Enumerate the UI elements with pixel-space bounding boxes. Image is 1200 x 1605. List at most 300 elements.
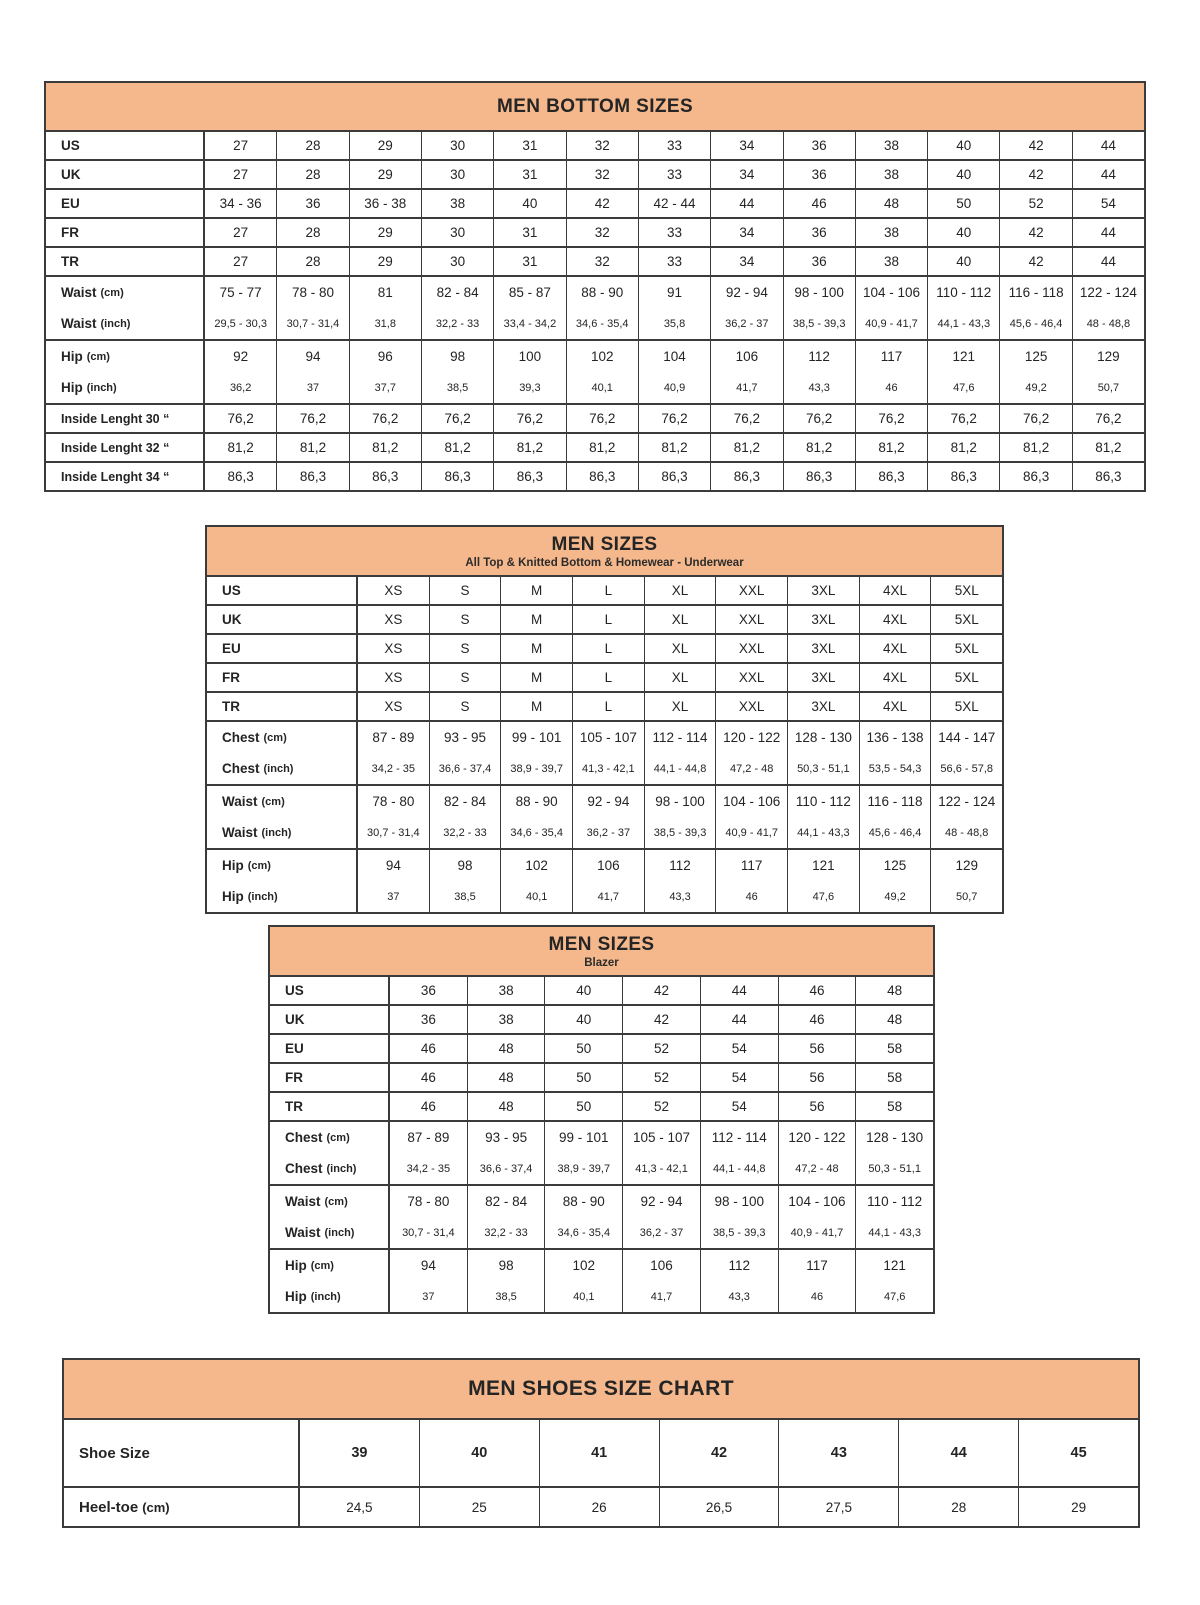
value-cell: M (501, 606, 573, 633)
table-title: MEN SIZES (548, 933, 655, 955)
table-subtitle: Blazer (584, 956, 619, 969)
row-eu (270, 1035, 933, 1062)
table-section (207, 693, 1002, 722)
row-label-us (46, 132, 205, 159)
value-cell: 30,7 - 31,4 (390, 1217, 468, 1248)
value-cell: 33 (639, 132, 711, 159)
value-cell: S (430, 606, 502, 633)
value-cell: 44 (899, 1420, 1019, 1486)
row-label-unit: (cm) (310, 1259, 334, 1272)
row-waist-cm (270, 1186, 933, 1217)
value-cell: 38,5 (468, 1281, 546, 1312)
value-cell: M (501, 577, 573, 604)
row-label-tr (207, 693, 358, 720)
value-cell: 81,2 (856, 434, 928, 461)
row-label-text: Hip (222, 889, 244, 904)
value-cell: 86,3 (711, 463, 783, 490)
value-cell: 30,7 - 31,4 (358, 817, 430, 848)
value-cell: 86,3 (422, 463, 494, 490)
value-cell: 40,1 (545, 1281, 623, 1312)
value-cell: XL (645, 577, 717, 604)
value-cell: 29 (350, 248, 422, 275)
value-cell: L (573, 693, 645, 720)
table-section (46, 434, 1144, 463)
value-cell: 31,8 (350, 308, 422, 339)
row-label-waist-inch (207, 817, 358, 848)
value-cell: 43,3 (784, 372, 856, 403)
value-cell: 78 - 80 (390, 1186, 468, 1217)
table-section (64, 1488, 1138, 1526)
value-cell: 4XL (860, 606, 932, 633)
value-cell: 40 (928, 219, 1000, 246)
value-cell: 81,2 (277, 434, 349, 461)
value-cell: 47,6 (928, 372, 1000, 403)
row-fr (207, 664, 1002, 691)
value-cell: 42 (1000, 248, 1072, 275)
row-label-hip-inch (46, 372, 205, 403)
men-shoes-header (64, 1360, 1138, 1420)
row-label-text: Inside Lenght 34 “ (61, 469, 170, 484)
value-cell: 45 (1070, 1445, 1087, 1461)
table-title: MEN BOTTOM SIZES (496, 95, 694, 117)
row-label-shoe-size (64, 1420, 300, 1486)
row-label-waist-cm (207, 786, 358, 817)
value-cell: 5XL (954, 670, 979, 685)
row-label-text: US (61, 138, 80, 153)
value-cell: 128 - 130 (866, 1130, 924, 1145)
row-label-inside-lenght-30 (46, 405, 205, 432)
value-cell: 30 (422, 219, 494, 246)
value-cell: 56,6 - 57,8 (940, 762, 993, 775)
value-cell: 30 (422, 248, 494, 275)
value-cell: 86,3 (494, 463, 566, 490)
row-label-text: Heel-toe (79, 1498, 139, 1516)
value-cell: 36,2 - 37 (711, 308, 783, 339)
value-cell: 32 (567, 248, 639, 275)
row-uk (270, 1006, 933, 1033)
value-cell: 30,7 - 31,4 (277, 308, 349, 339)
row-hip-inch (270, 1281, 933, 1312)
value-cell: 76,2 (1095, 411, 1122, 426)
value-cell: XL (645, 606, 717, 633)
value-cell: 117 (856, 341, 928, 372)
value-cell: 36,2 - 37 (623, 1217, 701, 1248)
value-cell: 91 (639, 277, 711, 308)
table-section (270, 1250, 933, 1312)
value-cell: 40 (420, 1420, 540, 1486)
row-chest-cm (207, 722, 1002, 753)
row-label-chest-inch (207, 753, 358, 784)
value-cell: 112 (645, 850, 717, 881)
row-waist-cm (207, 786, 1002, 817)
value-cell: XL (645, 635, 717, 662)
value-cell: 48 - 48,8 (1086, 317, 1131, 330)
value-cell: 40,9 (639, 372, 711, 403)
value-cell: 116 - 118 (1000, 277, 1072, 308)
value-cell: 38 (856, 132, 928, 159)
row-label-uk (46, 161, 205, 188)
value-cell: 76,2 (205, 405, 277, 432)
row-uk (46, 161, 1144, 188)
value-cell: 78 - 80 (358, 786, 430, 817)
row-inside-lenght-30 (46, 405, 1144, 432)
row-label-text: FR (61, 225, 79, 240)
row-shoe-size (64, 1420, 1138, 1486)
value-cell: 43,3 (701, 1281, 779, 1312)
value-cell: 110 - 112 (867, 1194, 923, 1209)
value-cell: 81,2 (639, 434, 711, 461)
value-cell: 41,3 - 42,1 (623, 1153, 701, 1184)
value-cell: 4XL (860, 635, 932, 662)
row-label-text: EU (61, 196, 80, 211)
value-cell: 34 - 36 (205, 190, 277, 217)
row-tr (207, 693, 1002, 720)
value-cell: 86,3 (639, 463, 711, 490)
row-label-hip-cm (46, 341, 205, 372)
value-cell: 36,6 - 37,4 (430, 753, 502, 784)
table-section (270, 1093, 933, 1122)
value-cell: 41 (540, 1420, 660, 1486)
value-cell: 38,5 (430, 881, 502, 912)
row-label-unit: (inch) (86, 381, 117, 394)
table-section (270, 1064, 933, 1093)
value-cell: 41,7 (711, 372, 783, 403)
row-label-eu (207, 635, 358, 662)
value-cell: 98 - 100 (701, 1186, 779, 1217)
value-cell: M (501, 635, 573, 662)
value-cell: 44 (1100, 254, 1116, 269)
row-label-text: Hip (285, 1258, 307, 1273)
value-cell: 38,5 - 39,3 (784, 308, 856, 339)
value-cell: 53,5 - 54,3 (860, 753, 932, 784)
table-section (207, 722, 1002, 786)
row-label-unit: (cm) (247, 859, 271, 872)
row-label-unit: (cm) (261, 795, 285, 808)
men-bottom-sizes-table (44, 81, 1146, 492)
value-cell: 42 (1000, 132, 1072, 159)
table-section (270, 977, 933, 1006)
value-cell: 5XL (954, 699, 979, 714)
row-tr (270, 1093, 933, 1120)
row-label-text: FR (222, 670, 240, 685)
value-cell: 49,2 (860, 881, 932, 912)
row-label-fr (46, 219, 205, 246)
value-cell: 128 - 130 (788, 722, 860, 753)
row-label-text: TR (285, 1099, 303, 1114)
value-cell: 99 - 101 (501, 722, 573, 753)
value-cell: 58 (887, 1099, 903, 1114)
table-section (270, 1122, 933, 1186)
row-label-us (270, 977, 390, 1004)
value-cell: S (430, 635, 502, 662)
row-label-text: UK (222, 612, 242, 627)
row-chest-inch (207, 753, 1002, 784)
value-cell: XXL (716, 693, 788, 720)
table-section (207, 664, 1002, 693)
value-cell: 96 (350, 341, 422, 372)
value-cell: 36 (784, 132, 856, 159)
row-inside-lenght-34 (46, 463, 1144, 490)
value-cell: 28 (277, 248, 349, 275)
value-cell: 46 (390, 1035, 468, 1062)
value-cell: 98 (422, 341, 494, 372)
value-cell: 40 (928, 161, 1000, 188)
value-cell: 28 (277, 161, 349, 188)
value-cell: 37,7 (350, 372, 422, 403)
value-cell: 81,2 (422, 434, 494, 461)
value-cell: L (573, 606, 645, 633)
row-label-us (207, 577, 358, 604)
value-cell: 48 (856, 190, 928, 217)
row-label-chest-cm (207, 722, 358, 753)
value-cell: 3XL (788, 606, 860, 633)
value-cell: 36 (390, 1006, 468, 1033)
value-cell: 33 (639, 161, 711, 188)
value-cell: 81,2 (567, 434, 639, 461)
value-cell: 116 - 118 (860, 786, 932, 817)
value-cell: 50,3 - 51,1 (788, 753, 860, 784)
row-label-tr (270, 1093, 390, 1120)
table-section (207, 850, 1002, 912)
value-cell: 121 (883, 1258, 906, 1273)
table-section (46, 132, 1144, 161)
value-cell: 98 (468, 1250, 546, 1281)
value-cell: 42 (623, 1006, 701, 1033)
row-label-inside-lenght-32 (46, 434, 205, 461)
table-section (46, 405, 1144, 434)
value-cell: 46 (856, 372, 928, 403)
row-label-text: US (285, 983, 304, 998)
value-cell: 86,3 (928, 463, 1000, 490)
value-cell: 40 (928, 248, 1000, 275)
row-chest-cm (270, 1122, 933, 1153)
value-cell: 102 (567, 341, 639, 372)
row-label-text: EU (222, 641, 241, 656)
row-label-uk (270, 1006, 390, 1033)
value-cell: 120 - 122 (716, 722, 788, 753)
value-cell: 54 (701, 1035, 779, 1062)
value-cell: 50 (545, 1093, 623, 1120)
value-cell: 29,5 - 30,3 (205, 308, 277, 339)
row-label-unit: (inch) (261, 826, 292, 839)
row-us (207, 577, 1002, 604)
value-cell: 125 (1000, 341, 1072, 372)
value-cell: 52 (623, 1093, 701, 1120)
value-cell: 36,6 - 37,4 (468, 1153, 546, 1184)
row-label-unit: (cm) (86, 350, 110, 363)
value-cell: 38 (422, 190, 494, 217)
table-section (46, 463, 1144, 490)
value-cell: 104 - 106 (716, 786, 788, 817)
value-cell: 34,2 - 35 (358, 753, 430, 784)
value-cell: 125 (860, 850, 932, 881)
value-cell: 31 (494, 219, 566, 246)
value-cell: 86,3 (277, 463, 349, 490)
value-cell: 129 (1097, 349, 1120, 364)
value-cell: 46 (779, 1281, 857, 1312)
value-cell: 106 (573, 850, 645, 881)
value-cell: 38 (468, 977, 546, 1004)
value-cell: 76,2 (784, 405, 856, 432)
value-cell: 46 (779, 1006, 857, 1033)
value-cell: 56 (779, 1035, 857, 1062)
value-cell: 40 (545, 977, 623, 1004)
value-cell: 5XL (954, 612, 979, 627)
value-cell: 43,3 (645, 881, 717, 912)
value-cell: XL (645, 693, 717, 720)
value-cell: 38 (856, 219, 928, 246)
row-us (46, 132, 1144, 159)
row-label-text: EU (285, 1041, 304, 1056)
row-label-text: Waist (285, 1194, 321, 1209)
value-cell: 86,3 (856, 463, 928, 490)
value-cell: 112 (784, 341, 856, 372)
value-cell: 122 - 124 (1079, 285, 1137, 300)
value-cell: 27 (205, 248, 277, 275)
row-label-unit: (cm) (326, 1131, 350, 1144)
value-cell: 105 - 107 (573, 722, 645, 753)
value-cell: 76,2 (422, 405, 494, 432)
value-cell: 81,2 (1095, 440, 1122, 455)
value-cell: 94 (358, 850, 430, 881)
value-cell: 81,2 (928, 434, 1000, 461)
row-label-waist-cm (46, 277, 205, 308)
table-section (46, 161, 1144, 190)
value-cell: 92 - 94 (623, 1186, 701, 1217)
row-label-text: Inside Lenght 30 “ (61, 411, 170, 426)
row-label-text: Chest (285, 1161, 323, 1176)
value-cell: 26,5 (660, 1488, 780, 1526)
row-label-text: Inside Lenght 32 “ (61, 440, 170, 455)
value-cell: 54 (701, 1064, 779, 1091)
table-section (207, 786, 1002, 850)
row-label-text: Hip (285, 1289, 307, 1304)
value-cell: 38 (468, 1006, 546, 1033)
value-cell: 40,9 - 41,7 (716, 817, 788, 848)
table-section (46, 277, 1144, 341)
value-cell: 52 (1000, 190, 1072, 217)
row-label-unit: (cm) (324, 1195, 348, 1208)
value-cell: 37 (277, 372, 349, 403)
value-cell: 30 (422, 132, 494, 159)
value-cell: 39,3 (494, 372, 566, 403)
value-cell: 88 - 90 (501, 786, 573, 817)
row-label-hip-cm (270, 1250, 390, 1281)
value-cell: 121 (928, 341, 1000, 372)
row-label-unit: (inch) (310, 1290, 341, 1303)
value-cell: 40 (928, 132, 1000, 159)
value-cell: 87 - 89 (358, 722, 430, 753)
row-label-text: Hip (61, 380, 83, 395)
row-label-unit: (inch) (326, 1162, 357, 1175)
value-cell: L (573, 577, 645, 604)
value-cell: 86,3 (205, 463, 277, 490)
value-cell: 40 (545, 1006, 623, 1033)
value-cell: M (501, 693, 573, 720)
value-cell: XL (645, 664, 717, 691)
value-cell: 34 (711, 132, 783, 159)
value-cell: 112 (701, 1250, 779, 1281)
value-cell: XS (358, 664, 430, 691)
value-cell: 3XL (788, 635, 860, 662)
value-cell: 3XL (788, 577, 860, 604)
value-cell: 117 (779, 1250, 857, 1281)
value-cell: 93 - 95 (468, 1122, 546, 1153)
value-cell: 37 (358, 881, 430, 912)
men-shoes-table (62, 1358, 1140, 1528)
value-cell: 50 (545, 1035, 623, 1062)
value-cell: 4XL (860, 577, 932, 604)
value-cell: 47,6 (883, 1290, 906, 1303)
value-cell: 35,8 (639, 308, 711, 339)
value-cell: 86,3 (784, 463, 856, 490)
value-cell: XS (358, 693, 430, 720)
value-cell: 32 (567, 132, 639, 159)
value-cell: 38 (856, 161, 928, 188)
value-cell: 24,5 (300, 1488, 420, 1526)
value-cell: 42 - 44 (639, 190, 711, 217)
row-label-text: Chest (222, 761, 260, 776)
value-cell: 48 (468, 1093, 546, 1120)
value-cell: 3XL (788, 693, 860, 720)
value-cell: 82 - 84 (430, 786, 502, 817)
value-cell: 34 (711, 161, 783, 188)
value-cell: 28 (277, 132, 349, 159)
value-cell: 36 (277, 190, 349, 217)
value-cell: 42 (567, 190, 639, 217)
value-cell: 29 (350, 219, 422, 246)
value-cell: 32 (567, 219, 639, 246)
value-cell: 4XL (860, 693, 932, 720)
value-cell: 81 (350, 277, 422, 308)
row-label-waist-inch (46, 308, 205, 339)
row-hip-cm (270, 1250, 933, 1281)
value-cell: 29 (1071, 1499, 1087, 1515)
table-section (270, 1035, 933, 1064)
row-heel-toe-cm (64, 1488, 1138, 1526)
value-cell: 48 (468, 1035, 546, 1062)
value-cell: XS (358, 577, 430, 604)
row-label-text: Waist (222, 825, 258, 840)
value-cell: 48 - 48,8 (945, 826, 989, 839)
value-cell: XS (358, 606, 430, 633)
value-cell: 76,2 (277, 405, 349, 432)
value-cell: 36,2 (205, 372, 277, 403)
value-cell: 46 (390, 1064, 468, 1091)
value-cell: 50,3 - 51,1 (868, 1162, 921, 1175)
value-cell: 4XL (860, 664, 932, 691)
row-eu (46, 190, 1144, 217)
row-label-chest-cm (270, 1122, 390, 1153)
table-section (270, 1006, 933, 1035)
value-cell: 47,2 - 48 (779, 1153, 857, 1184)
value-cell: 36 (784, 219, 856, 246)
row-label-unit: (inch) (247, 890, 278, 903)
value-cell: 42 (1000, 219, 1072, 246)
value-cell: 42 (1000, 161, 1072, 188)
value-cell: 29 (350, 161, 422, 188)
table-section (46, 341, 1144, 405)
table-section (64, 1420, 1138, 1488)
row-label-text: FR (285, 1070, 303, 1085)
value-cell: 3XL (788, 664, 860, 691)
value-cell: 28 (899, 1488, 1019, 1526)
value-cell: 45,6 - 46,4 (1000, 308, 1072, 339)
value-cell: 82 - 84 (422, 277, 494, 308)
row-label-text: Waist (222, 794, 258, 809)
row-label-unit: (inch) (324, 1226, 355, 1239)
value-cell: 44,1 - 43,3 (788, 817, 860, 848)
